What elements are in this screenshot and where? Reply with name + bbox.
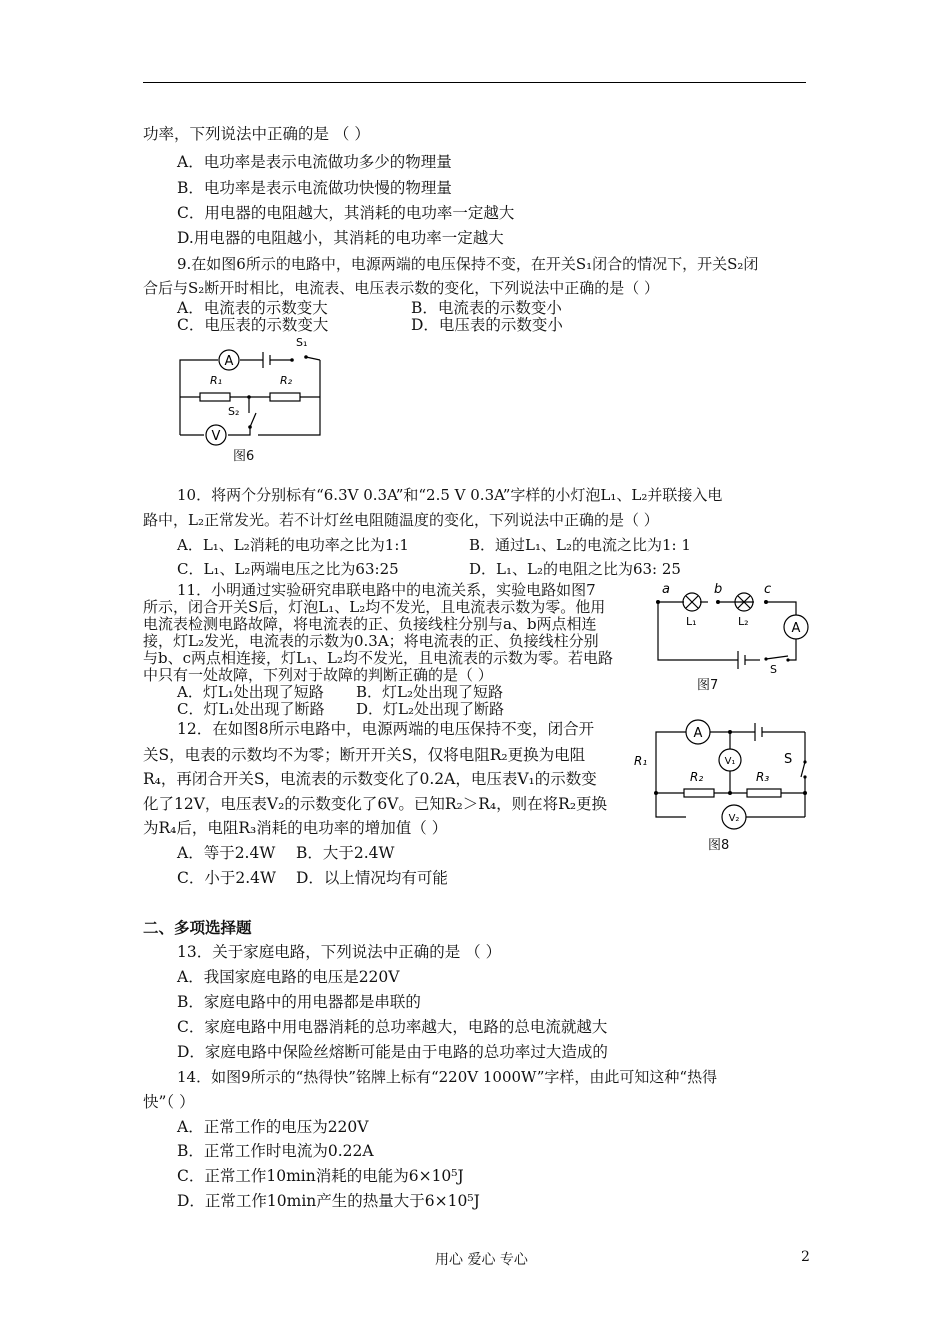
figure-8-circuit xyxy=(632,717,812,832)
q14-option-c: C．正常工作10min消耗的电能为6×10⁵J xyxy=(177,1167,464,1185)
q13-option-a: A．我国家庭电路的电压是220V xyxy=(177,968,400,986)
q8-option-b: B．电功率是表示电流做功快慢的物理量 xyxy=(177,179,452,197)
fig8-v2-label: V₂ xyxy=(728,813,740,824)
q10-option-b: B．通过L₁、L₂的电流之比为1: 1 xyxy=(469,536,691,554)
fig7-ammeter-label: A xyxy=(791,621,801,636)
q14-option-d: D．正常工作10min产生的热量大于6×10⁵J xyxy=(177,1192,480,1210)
fig8-r1-label: R₁ xyxy=(634,754,648,768)
q10-option-d: D．L₁、L₂的电阻之比为63: 25 xyxy=(469,560,681,578)
q12-option-c: C．小于2.4W xyxy=(177,869,276,887)
fig8-ammeter-label: A xyxy=(693,726,703,741)
figure-8-caption: 图8 xyxy=(708,838,730,853)
q11-stem-line3: 电流表检测电路故障，将电流表的正、负接线柱分别与a、b两点相连 xyxy=(143,615,597,633)
q13-stem: 13．关于家庭电路，下列说法中正确的是 （ ） xyxy=(177,943,502,961)
q12-option-a: A．等于2.4W xyxy=(177,844,276,862)
footer-motto: 用心 爱心 专心 xyxy=(435,1252,528,1268)
q12-option-b: B．大于2.4W xyxy=(296,844,395,862)
fig7-l1-label: L₁ xyxy=(686,615,697,628)
q9-stem-line2: 合后与S₂断开时相比，电流表、电压表示数的变化，下列说法中正确的是（ ） xyxy=(143,279,660,297)
q10-option-c: C．L₁、L₂两端电压之比为63:25 xyxy=(177,560,399,578)
q11-option-d: D．灯L₂处出现了断路 xyxy=(356,700,505,718)
q10-stem-line1: 10．将两个分别标有“6.3V 0.3A”和“2.5 V 0.3A”字样的小灯泡L₁、L₂并联接入电 xyxy=(177,486,723,504)
fig8-r3-label: R₃ xyxy=(756,770,770,784)
q11-option-c: C．灯L₁处出现了断路 xyxy=(177,700,325,718)
q11-stem-line2: 所示，闭合开关S后，灯泡L₁、L₂均不发光，且电流表示数为零。他用 xyxy=(143,598,606,616)
fig6-voltmeter-label: V xyxy=(211,429,221,444)
q8-stem-end: 功率，下列说法中正确的是 （ ） xyxy=(143,125,370,143)
q13-option-d: D．家庭电路中保险丝熔断可能是由于电路的总功率过大造成的 xyxy=(177,1043,608,1061)
header-rule xyxy=(143,82,806,83)
q12-stem-line1: 12．在如图8所示电路中，电源两端的电压保持不变，闭合开 xyxy=(177,720,595,738)
q12-stem-line2: 关S，电表的示数均不为零；断开开关S，仅将电阻R₂更换为电阻 xyxy=(143,746,586,764)
q12-stem-line3: R₄，再闭合开关S，电流表的示数变化了0.2A，电压表V₁的示数变 xyxy=(143,770,597,788)
q13-option-c: C．家庭电路中用电器消耗的总功率越大，电路的总电流就越大 xyxy=(177,1018,608,1036)
fig6-r1-label: R₁ xyxy=(210,374,223,387)
q9-option-d: D．电压表的示数变小 xyxy=(411,316,563,334)
q9-option-c: C．电压表的示数变大 xyxy=(177,316,329,334)
q11-stem-line6: 中只有一处故障，下列对于故障的判断正确的是（ ） xyxy=(143,666,493,684)
fig8-switch-label: S xyxy=(784,752,793,767)
q14-option-a: A．正常工作的电压为220V xyxy=(177,1118,369,1136)
q8-option-a: A．电功率是表示电流做功多少的物理量 xyxy=(177,153,452,171)
q9-option-b: B．电流表的示数变小 xyxy=(411,299,562,317)
q14-stem-line1: 14．如图9所示的“热得快”铭牌上标有“220V 1000W”字样，由此可知这种“热得 xyxy=(177,1068,718,1086)
fig7-point-a: a xyxy=(662,582,670,597)
q8-option-d: D.用电器的电阻越小，其消耗的电功率一定越大 xyxy=(177,229,504,247)
q9-stem-line1: 9.在如图6所示的电路中，电源两端的电压保持不变，在开关S₁闭合的情况下，开关S₂闭 xyxy=(177,255,759,273)
section-2-title: 二、多项选择题 xyxy=(143,919,252,937)
fig7-l2-label: L₂ xyxy=(738,615,749,628)
q12-option-d: D．以上情况均有可能 xyxy=(296,869,448,887)
q8-option-c: C．用电器的电阻越大，其消耗的电功率一定越大 xyxy=(177,204,515,222)
fig7-switch-label: S xyxy=(770,663,777,676)
fig7-point-b: b xyxy=(714,582,723,597)
q12-stem-line4: 化了12V，电压表V₂的示数变化了6V。已知R₂＞R₄，则在将R₂更换 xyxy=(143,795,608,813)
fig6-ammeter-label: A xyxy=(224,354,234,369)
fig6-s2-label: S₂ xyxy=(228,405,240,418)
q12-stem-line5: 为R₄后，电阻R₃消耗的电功率的增加值（ ） xyxy=(143,819,448,837)
q10-option-a: A．L₁、L₂消耗的电功率之比为1:1 xyxy=(177,536,409,554)
q10-stem-line2: 路中，L₂正常发光。若不计灯丝电阻随温度的变化，下列说法中正确的是（ ） xyxy=(143,511,659,529)
fig8-r2-label: R₂ xyxy=(690,770,704,784)
q11-stem-line5: 与b、c两点相连接，灯L₁、L₂均不发光，且电流表的示数为零。若电路 xyxy=(143,649,613,667)
figure-6-caption: 图6 xyxy=(233,449,255,464)
q13-option-b: B．家庭电路中的用电器都是串联的 xyxy=(177,993,421,1011)
q11-option-b: B．灯L₂处出现了短路 xyxy=(356,683,503,701)
q11-stem-line4: 接，灯L₂发光，电流表的示数为0.3A；将电流表的正、负接线柱分别 xyxy=(143,632,599,650)
figure-7-circuit xyxy=(650,580,810,680)
figure-6-circuit xyxy=(170,335,340,465)
fig8-v1-label: V₁ xyxy=(724,756,736,767)
fig6-s1-label: S₁ xyxy=(296,336,308,349)
q9-option-a: A．电流表的示数变大 xyxy=(177,299,328,317)
figure-7-caption: 图7 xyxy=(697,678,719,693)
page-number: 2 xyxy=(801,1249,810,1265)
fig6-r2-label: R₂ xyxy=(280,374,293,387)
q14-option-b: B．正常工作时电流为0.22A xyxy=(177,1142,374,1160)
q11-option-a: A．灯L₁处出现了短路 xyxy=(177,683,324,701)
q11-stem-line1: 11．小明通过实验研究串联电路中的电流关系，实验电路如图7 xyxy=(177,581,596,599)
q14-stem-line2: 快”（ ） xyxy=(143,1093,195,1111)
fig7-point-c: c xyxy=(764,582,772,597)
